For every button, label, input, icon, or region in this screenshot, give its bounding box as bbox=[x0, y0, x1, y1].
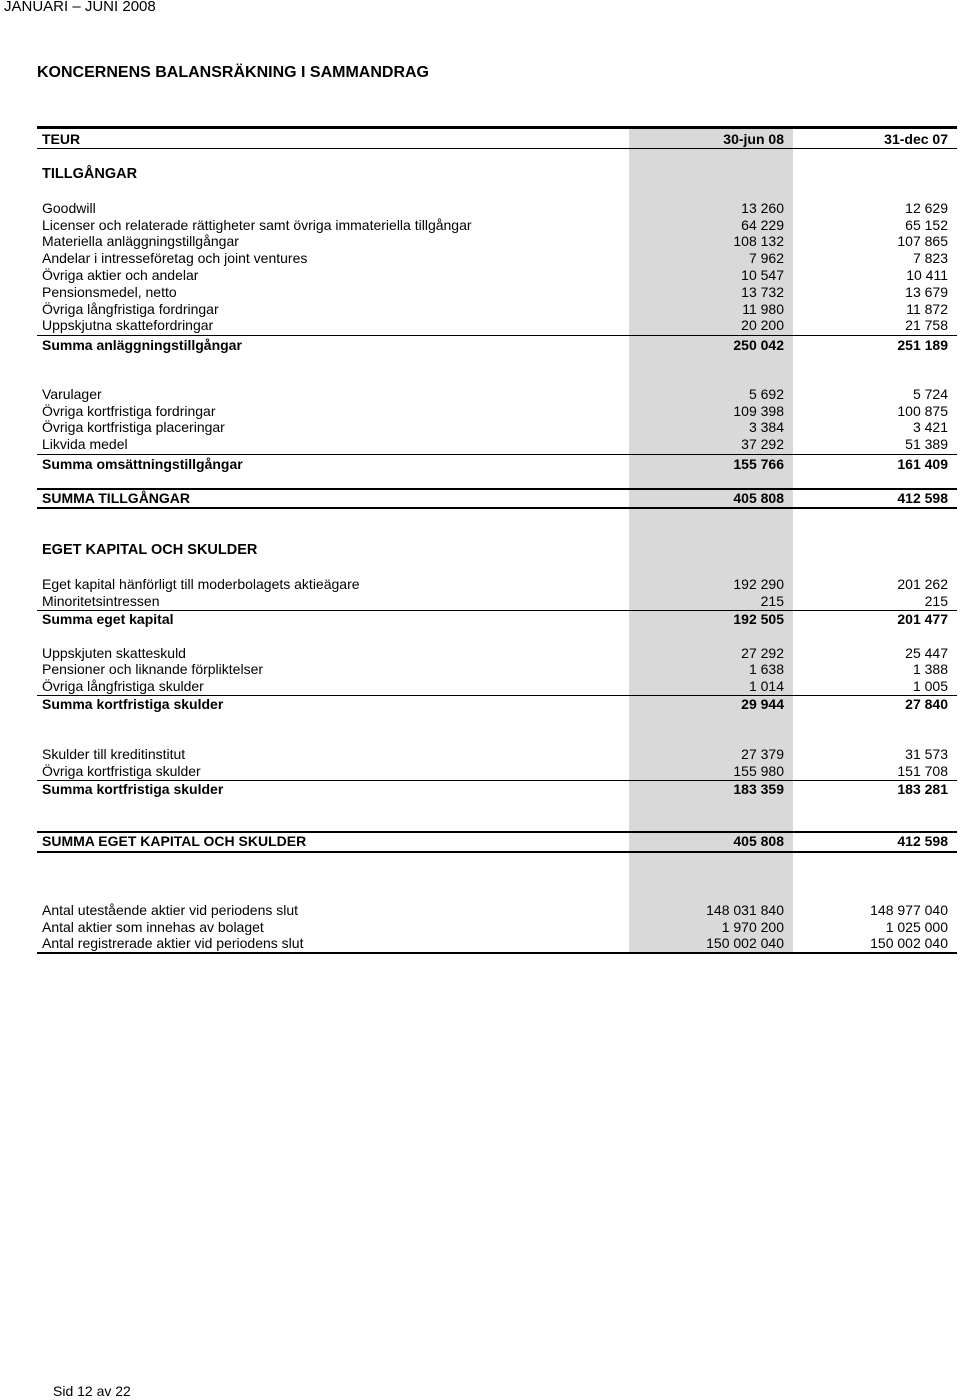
table-row: Antal utestående aktier vid periodens slut 148 031 840 148 977 040 bbox=[42, 902, 948, 918]
table-row: Varulager 5 692 5 724 bbox=[42, 386, 948, 402]
column-header-current: 30-jun 08 bbox=[723, 131, 784, 147]
subtotal-rule bbox=[37, 454, 957, 455]
section-heading-equity: EGET KAPITAL OCH SKULDER bbox=[42, 542, 258, 558]
header-rule bbox=[37, 148, 957, 149]
table-top-rule bbox=[37, 126, 957, 129]
table-row: Licenser och relaterade rättigheter samt övriga immateriella tillgångar 64 229 65 152 bbox=[42, 217, 948, 233]
unit-label: TEUR bbox=[42, 131, 81, 147]
subtotal-row-current-assets: Summa omsättningstillgångar 155 766 161 409 bbox=[42, 456, 948, 472]
column-header-previous: 31-dec 07 bbox=[884, 131, 948, 147]
total-rule bbox=[37, 507, 957, 509]
table-row: Övriga kortfristiga skulder 155 980 151 708 bbox=[42, 763, 948, 779]
total-row-equity-liabilities: SUMMA EGET KAPITAL OCH SKULDER 405 808 412 598 bbox=[42, 833, 948, 849]
document-header: JANUARI – JUNI 2008 bbox=[4, 0, 156, 15]
table-row: Materiella anläggningstillgångar 108 132 107 865 bbox=[42, 233, 948, 249]
section-heading-assets: TILLGÅNGAR bbox=[42, 166, 138, 182]
table-row: Pensioner och liknande förpliktelser 1 638 1 388 bbox=[42, 661, 948, 677]
table-row: Uppskjutna skattefordringar 20 200 21 758 bbox=[42, 317, 948, 333]
table-row: Övriga långfristiga skulder 1 014 1 005 bbox=[42, 678, 948, 694]
table-row: Antal registrerade aktier vid periodens slut 150 002 040 150 002 040 bbox=[42, 935, 948, 951]
subtotal-row-short-liabilities: Summa kortfristiga skulder 183 359 183 281 bbox=[42, 781, 948, 797]
table-row: Övriga aktier och andelar 10 547 10 411 bbox=[42, 267, 948, 283]
table-bottom-rule bbox=[37, 952, 957, 954]
table-row: Pensionsmedel, netto 13 732 13 679 bbox=[42, 284, 948, 300]
total-rule bbox=[37, 851, 957, 853]
subtotal-row-equity: Summa eget kapital 192 505 201 477 bbox=[42, 611, 948, 627]
table-row: Minoritetsintressen 215 215 bbox=[42, 593, 948, 609]
subtotal-row-fixed-assets: Summa anläggningstillgångar 250 042 251 189 bbox=[42, 337, 948, 353]
column-header-row bbox=[42, 131, 948, 148]
page-number: Sid 12 av 22 bbox=[53, 1383, 131, 1399]
table-row: Andelar i intresseföretag och joint ventures 7 962 7 823 bbox=[42, 250, 948, 266]
table-row: Uppskjuten skatteskuld 27 292 25 447 bbox=[42, 645, 948, 661]
subtotal-rule bbox=[37, 335, 957, 336]
table-row: Goodwill 13 260 12 629 bbox=[42, 200, 948, 216]
table-row: Övriga kortfristiga fordringar 109 398 100 875 bbox=[42, 403, 948, 419]
table-row: Övriga långfristiga fordringar 11 980 11 872 bbox=[42, 301, 948, 317]
table-row: Övriga kortfristiga placeringar 3 384 3 421 bbox=[42, 419, 948, 435]
table-row: Eget kapital hänförligt till moderbolagets aktieägare 192 290 201 262 bbox=[42, 576, 948, 592]
table-row: Likvida medel 37 292 51 389 bbox=[42, 436, 948, 452]
table-row: Antal aktier som innehas av bolaget 1 970 200 1 025 000 bbox=[42, 919, 948, 935]
table-row: Skulder till kreditinstitut 27 379 31 573 bbox=[42, 746, 948, 762]
total-row-assets: SUMMA TILLGÅNGAR 405 808 412 598 bbox=[42, 490, 948, 506]
subtotal-row-long-liabilities: Summa kortfristiga skulder 29 944 27 840 bbox=[42, 696, 948, 712]
page-title: KONCERNENS BALANSRÄKNING I SAMMANDRAG bbox=[37, 64, 429, 81]
